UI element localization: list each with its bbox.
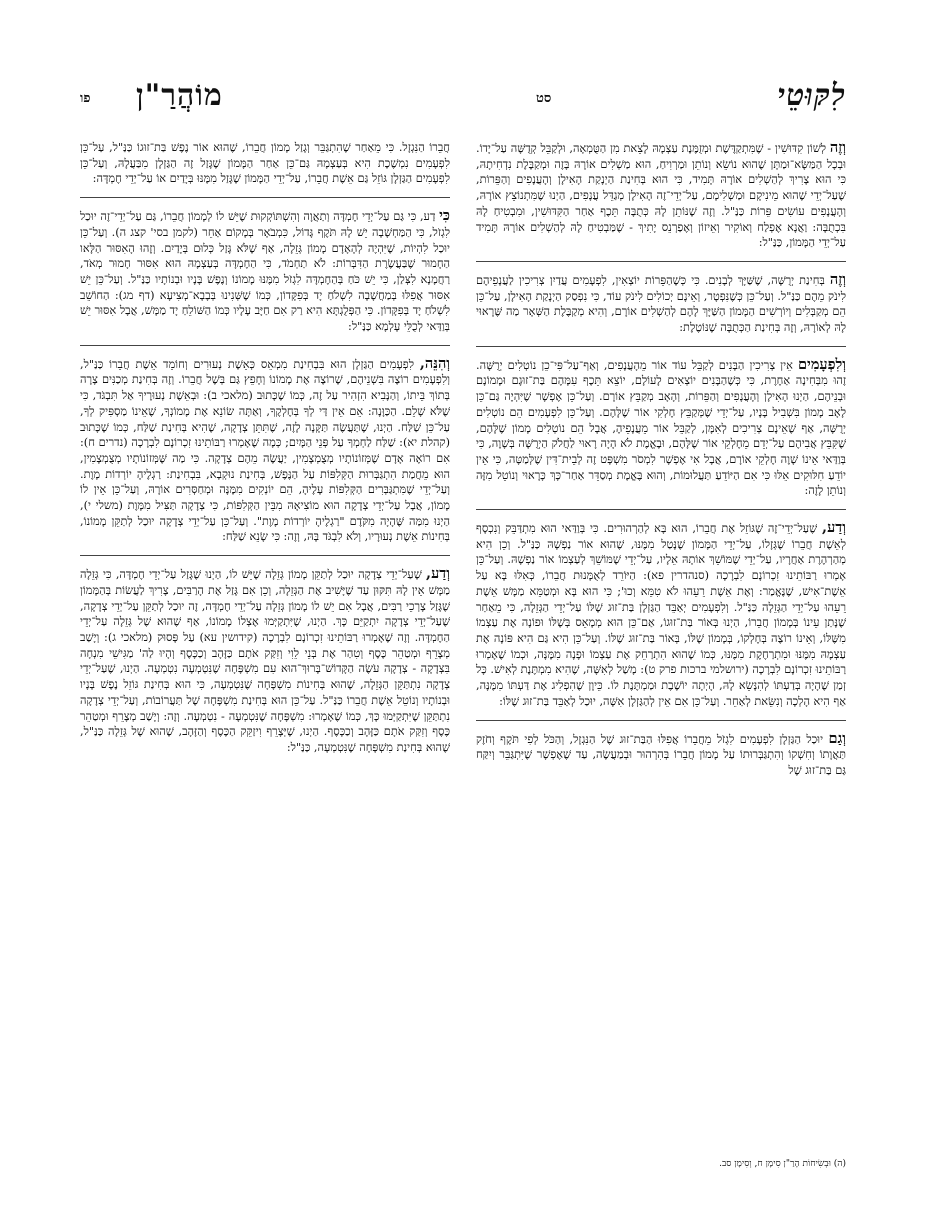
paragraph-text: יוּכַל הַגַּזְלָן לִפְעָמִים לִגְזֹל מֵחֲבֵרוֹ אֲפִלּוּ הַבַּת־זוּג שֶׁל הַנִּגְזָל, וְהַכֹּל לְפִי תֹּקֶף וְחֹזֶק תַּאֲוָתוֹ וְחִשְׁקוֹ וְהִתְגַּבְּרוּתוֹ עַל מָמוֹן חֲבֵרוֹ בְּהִרְהוּר וּבְמַעֲשֶׂה, עַד שֶׁאֶפְשָׁר שֶׁיִּתְגַּבֵּר וְיִקַּח גַּם בַּת־זוּג שֶׁל xyxy=(476,732,846,777)
paragraph xyxy=(80,356,450,545)
paragraph xyxy=(80,140,450,187)
paragraph-opening-word: וְזֶה xyxy=(829,270,846,288)
right-text-column xyxy=(476,140,846,789)
paragraph-opening-word: וְדַע, xyxy=(822,519,846,537)
paragraph-opening-word: וְגַם xyxy=(828,729,846,747)
paragraph-text: חֲבֵרוֹ הַנִּגְזָל. כִּי מֵאַחַר שֶׁהִתְגַּבֵּר וְגָזַל מָמוֹן חֲבֵרוֹ, שֶׁהוּא אוֹר נֶפֶשׁ בַּת־זוּגוֹ כַּנַּ"ל, עַל־כֵּן לִפְעָמִים נִמְשֶׁכֶת הִיא בְּעַצְמָהּ גַּם־כֵּן אַחַר הַמָּמוֹן שֶׁגָּזַל זֶה הַגַּזְלָן מִבַּעֲלָהּ, וְעַל־כֵּן לִפְעָמִים הַגַּזְלָן גּוֹזֵל גַּם אֵשֶׁת חֲבֵרוֹ, עַל־יְדֵי הַמָּמוֹן שֶׁגָּזַל מִמֶּנּוּ בְּיָדַיִם אוֹ עַל־יְדֵי חֶמְדָּה: xyxy=(80,141,450,186)
leaf-marker: סט xyxy=(536,91,552,106)
paragraph-divider xyxy=(80,345,450,346)
paragraph xyxy=(80,208,450,335)
paragraph xyxy=(476,272,846,336)
paragraph-text: שֶׁעַל־יְדֵי צְדָקָה יוּכַל לְתַקֵּן מָמוֹן גְּזֵלָה שֶׁיֵּשׁ לוֹ, הַיְנוּ שֶׁגָּזַל עַל־יְדֵי חֶמְדָּה, כִּי גְּזֵלָה מַמָּשׁ אֵין לָהּ תִּקּוּן עַד שֶׁיָּשִׁיב אֶת הַגְּזֵלָה, וְכֵן אִם גָּזַל אֶת הָרַבִּים, צָרִיךְ לַעֲשׂוֹת בְּהַמָּמוֹן שֶׁגָּזַל צָרְכֵי רַבִּים, אֲבָל אִם יֵשׁ לוֹ מָמוֹן גְּזֵלָה עַל־יְדֵי חֶמְדָּה, זֶה יוּכַל לְתַקֵּן עַל־יְדֵי צְדָקָה, שֶׁעַל־יְדֵי צְדָקָה יִתְקַיֵּם כָּךְ. הַיְנוּ, שֶׁיִּתְקַיְּמוּ אֶצְלוֹ מָמוֹנוֹ, אַף שֶׁהוּא שֶׁל גְּזֵלָה עַל־יְדֵי הַחֶמְדָּה. וְזֶה שֶׁאָמְרוּ רַבּוֹתֵינוּ זִכְרוֹנָם לִבְרָכָה (קידושין עא) עַל פָּסוּק (מלאכי ג): וְיָשַׁב מְצָרֵף וּמְטַהֵר כֶּסֶף וְטִהַר אֶת בְּנֵי לֵוִי וְזִקַּק אֹתָם כַּזָּהָב וְכַכָּסֶף וְהָיוּ לַה' מַגִּישֵׁי מִנְחָה בִּצְדָקָה - צְדָקָה עֹשֶׂה הַקָּדוֹשׁ־בָּרוּךְ־הוּא עִם מִשְׁפָּחָה שֶׁנִּטְמְעָה נִטְמְעָה. הַיְנוּ, שֶׁעַל־יְדֵי צְדָקָה נִתְתַּקֵּן הַגְּזֵלָה, שֶׁהוּא בְּחִינוֹת מִשְׁפָּחָה שֶׁנִּטְמְעָה, כִּי הוּא בְּחִינַת גּוֹזֵל נֶפֶשׁ בָּנָיו וּבְנוֹתָיו וְנוֹטֵל אֵשֶׁת חֲבֵרוֹ כַּנַּ"ל. עַל־כֵּן הוּא בְּחִינַת מִשְׁפָּחָה שֶׁל תַּעֲרוֹבוֹת, וְעַל־יְדֵי צְדָקָה נִתְתַּקֵּן שֶׁיִּתְקַיְּמוּ כָּךְ, כְּמוֹ שֶׁאָמְרוּ: מִשְׁפָּחָה שֶׁנִּטְמְעָה - נִטְמְעָה. וְזֶה: וְיָשַׁב מְצָרֵף וּמְטַהֵר כֶּסֶף וְזִקַּק אֹתָם כַּזָּהָב וְכַכָּסֶף. הַיְנוּ, שֶׁיְּצָרֵף וִיזַקֵּק הַכֶּסֶף וְהַזָּהָב, שֶׁהוּא שֶׁל גְּזֵלָה כַּנַּ"ל, שֶׁהוּא בְּחִינַת מִשְׁפָּחָה שֶׁנִּטְמְעָה, כַּנַּ"ל: xyxy=(80,568,450,754)
paragraph-text: לִפְעָמִים הַגַּזְלָן הוּא בִּבְחִינַת מִמְאֵס כְּאֵשֶׁת נְעוּרִים וְחוֹמֵד אֵשֶׁת חֲבֵרוֹ כַּנַּ"ל, וְלִפְעָמִים רוֹצֶה בִּשְׁנֵיהֶם, שֶׁרוֹצֶה אֶת מָמוֹנוֹ וְחָפֵץ גַּם בְּשֶׁל חֲבֵרוֹ. וְזֶה בְּחִינַת מְכַנִּים צָרָה בְּתוֹךְ בֵּיתוֹ, וְהַנָּבִיא הִזְהִיר עַל זֶה, כְּמוֹ שֶׁכָּתוּב (מלאכי ב): וּבְאֵשֶׁת נְעוּרֶיךָ אַל תִּבְגֹּד, כִּי שֶׁלֹּא שָׁלֵם. הַכַּוָּנָה: אֵם אֵין דַּי לְךָ בְּחֶלְקֶךָ, וְאַתָּה שׂוֹנֵא אֶת מָמוֹנְךָ, שֶׁאֵינוֹ מַסְפִּיק לְךָ, עַל־כֵּן שַׁלַּח. הַיְנוּ, שֶׁתַּעֲשֶׂה תַּקָּנָה לָזֶה, שֶׁתִּתֵּן צְדָקָה, שֶׁהִיא בְּחִינַת שַׁלַּח, כְּמוֹ שֶׁכָּתוּב (קהלת יא): שַׁלַּח לַחְמְךָ עַל פְּנֵי הַמָּיִם; כְּמָה שֶׁאָמְרוּ רַבּוֹתֵינוּ זִכְרוֹנָם לִבְרָכָה (נדרים ח): אִם רוֹאֶה אָדָם שֶׁמְּזוֹנוֹתָיו מְצֻמְצָמִין, יַעֲשֶׂה מֵהֶם צְדָקָה. כִּי מַה שֶּׁמְּזוֹנוֹתָיו מְצֻמְצָמִין, הוּא מֵחֲמַת הִתְגַּבְּרוּת הַקְּלִפּוֹת עַל הַנֶּפֶשׁ, בְּחִינַת נוּקְבָא, בִּבְחִינַת: רַגְלֶיהָ יוֹרְדוֹת מָוֶת. וְעַל־יְדֵי שֶׁמִּתְגַּבְּרִים הַקְּלִפּוֹת עָלֶיהָ, הֵם יוֹנְקִים מִמֶּנָּה וּמְחַסְּרִים אוֹרָהּ, וְעַל־כֵּן אֵין לוֹ מָמוֹן, אֲבָל עַל־יְדֵי צְדָקָה הוּא מוֹצִיאָהּ מִבֵּין הַקְּלִפּוֹת, כִּי צְדָקָה תַּצִּיל מִמָּוֶת (משלי י), הַיְנוּ מִמַּה שֶּׁהָיָה מִקֹּדֶם "רַגְלֶיהָ יוֹרְדוֹת מָוֶת". וְעַל־כֵּן עַל־יְדֵי צְדָקָה יוּכַל לְתַקֵּן מָמוֹנוֹ, בְּחִינוֹת אֵשֶׁת נְעוּרָיו, וְלֹא לִבְגֹּד בָּהּ, וְזֶה: כִּי שָׂנֵא שַׁלַּח: xyxy=(80,357,450,544)
paragraph xyxy=(476,140,846,251)
paragraph-divider xyxy=(476,509,846,510)
page-header xyxy=(80,78,846,118)
paragraph-divider xyxy=(476,261,846,262)
book-title-likutei: לִקּוּטֵי xyxy=(777,78,846,113)
book-title-moharan: מוֹהֲרַ"ן xyxy=(136,78,223,113)
paragraph-text: שֶׁעַל־יְדֵי־זֶה שֶׁגּוֹזֵל אֶת חֲבֵרוֹ, הוּא בָּא לְהַרְהוּרִים. כִּי בְּוַדַּאי הוּא מִתְדַּבֵּק וְנִכְסָף לְאֵשֶׁת חֲבֵרוֹ שֶׁגְּזָלוֹ, עַל־יְדֵי הַמָּמוֹן שֶׁנָּטַל מִמֶּנּוּ, שֶׁהוּא אוֹר נַפְשָׁהּ כַּנַּ"ל. וְכֵן הִיא מְהַרְהֶרֶת אַחֲרָיו, עַל־יְדֵי שֶׁמּוֹשֵׁךְ אוֹתָהּ אֵלָיו, עַל־יְדֵי שֶׁמּוֹשֵׁךְ לְעַצְמוֹ אוֹר נַפְשָׁהּ. וְעַל־כֵּן אָמְרוּ רַבּוֹתֵינוּ זִכְרוֹנָם לִבְרָכָה (סנהדרין פא): הַיּוֹרֵד לְאֻמָּנוּת חֲבֵרוֹ, כְּאִלּוּ בָּא עַל אֵשֶׁת־אִישׁ, שֶׁנֶּאֱמַר: וְאֶת אֵשֶׁת רֵעֵהוּ לֹא טִמֵּא וְכוּ'; כִּי הוּא בָּא וּמְטַמֵּא מַמָּשׁ אֵשֶׁת רֵעֵהוּ עַל־יְדֵי הַגְּזֵלָה כַּנַּ"ל. וְלִפְעָמִים יְאַבֵּד הַגַּזְלָן בַּת־זוּג שֶׁלּוֹ עַל־יְדֵי הַגְּזֵלָה, כִּי מֵאַחַר שֶׁנָּתַן עֵינוֹ בְּמָמוֹן חֲבֵרוֹ, הַיְנוּ בְּאוֹר בַּת־זוּגוֹ, אַם־כֵּן הוּא מְמָאֵס בְּשֶׁלּוֹ וּפוֹנָה אֶת עַצְמוֹ מִשֶּׁלּוֹ, וְאֵינוֹ רוֹצֶה בְּחֶלְקוֹ, בְּמָמוֹן שֶׁלּוֹ, בְּאוֹר בַּת־זוּג שֶׁלּוֹ. וְעַל־כֵּן הִיא גַּם הִיא פּוֹנָה אֶת עַצְמָהּ מִמֶּנּוּ וּמִתְרַחֶקֶת מִמֶּנּוּ, כְּמוֹ שֶׁהוּא הִתְרַחֵק אֶת עַצְמוֹ וּפָנָה מִמֶּנָּה, וּכְמוֹ שֶׁאָמְרוּ רַבּוֹתֵינוּ זִכְרוֹנָם לִבְרָכָה (ירושלמי ברכות פרק ט): מָשַׁל לְאִשָּׁה, שֶׁהִיא מִמְתֶּנֶת לְאִישׁ. כָּל זְמַן שֶׁהָיָה בְּדַעְתּוֹ לְהִנָּשֵׂא לָהּ, הָיְתָה יוֹשֶׁבֶת וּמַמְתֶּנֶת לוֹ. כֵּיוָן שֶׁהִפְלִיג אֶת דַּעְתּוֹ מִמֶּנָּה, אַף הִיא הָלְכָה וְנִשֵּׂאת לְאַחֵר. וְעַל־כֵּן אִם אֵין לְהַגַּזְלָן אִשָּׁה, יוּכַל לְאַבֵּד בַּת־זוּג שֶׁלּוֹ: xyxy=(476,522,846,708)
page-number: פו xyxy=(80,91,91,106)
paragraph-text: לְשׁוֹן קִדּוּשִׁין - שֶׁמִּתְקַדֶּשֶׁת וּמְזֻמֶּנֶת עַצְמָהּ לָצֵאת מִן הַטֻּמְאָה, וּלְקַבֵּל קְדֻשָּׁה עַל־יָדוֹ. וּבְכָל הַמַּשָּׂא־וּמַתָּן שֶׁהוּא נוֹשֵׂא וְנוֹתֵן וּמַרְוִיחַ, הוּא מַשְׁלִים אוֹרָהּ בָּזֶה וּמְקַבֶּלֶת נִדְחִיתָהּ, כִּי הוּא צָרִיךְ לְהַשְׁלִים אוֹרָהּ תָּמִיד, כִּי הוּא בְּחִינַת הַיְנָקַת הָאִילָן וְהָעֲנָפִים וְהַפֵּרוֹת, שֶׁעַל־יְדֵי שֶׁהוּא מֵינִיקָם וּמַשְׁלִימָם, עַל־יְדֵי־זֶה הָאִילָן מְגַדֵּל עֲנָפִים, הַיְנוּ שֶׁמִּתְנוֹצֵץ אוֹרָהּ, וְהָעֲנָפִים עוֹשִׂים פֵּרוֹת כַּנַּ"ל. וְזֶה שֶׁנּוֹתֵן לָהּ כְּתֻבָּה תֵּכֶף אַחַר הַקִּדּוּשִׁין, וּמִבְטִיחַ לָהּ בִּכְתֻבָּה: וַאֲנָא אֶפְלַח וְאוֹקִיר וְאֵיזוֹן וְאֶפַרְנֵס יָתִיךְ - שֶׁמַּבְטִיחַ לָהּ לְהַשְׁלִים אוֹרָהּ תָּמִיד עַל־יְדֵי הַמָּמוֹן, כַּנַּ"ל: xyxy=(476,142,846,250)
paragraph-text: בְּחִינַת יְרֻשָּׁה, שֶׁשַּׁיָּךְ לְבָנִים. כִּי כְּשֶׁהַפֵּרוֹת יוֹצְאִין, לִפְעָמִים עֲדַיִן צְרִיכִין לַעֲנָפֵיהֶם לִינֹק מֵהֶם כַּנַּ"ל. וְעַל־כֵּן כְּשֶׁנִּפְטָר, וְאֵינָם יְכוֹלִים לִינֹק עוֹד, כִּי נִפְסַק הַיְנָקַת הָאִילָן, עַל־כֵּן הֵם מְקַבְּלִים וְיוֹרְשִׁים הַמָּמוֹן הַשַּׁיָּךְ לָהֶם לְהַשְׁלִים אוֹרָם, וְהִיא מְקַבֶּלֶת הַשְּׁאָר מַה שֶּׁרָאוּי לָהּ לְאוֹרָהּ, וְזֶה בְּחִינַת הַכְּתֻבָּה שֶׁנּוֹטֶלֶת: xyxy=(476,273,846,335)
paragraph xyxy=(476,731,846,779)
paragraph xyxy=(476,520,846,709)
paragraph-opening-word: וְלִפְעָמִים xyxy=(797,355,846,373)
paragraph-opening-word: וְזֶה xyxy=(829,139,846,156)
paragraph-opening-word: כִּי xyxy=(439,207,450,225)
paragraph xyxy=(80,566,450,755)
paragraph-divider xyxy=(476,346,846,347)
paragraph-text: אֵין צְרִיכִין הַבָּנִים לְקַבֵּל עוֹד אוֹר מֵהָעֲנָפִים, וְאַף־עַל־פִּי־כֵן נוֹטְלִים יְרֻשָּׁה. זֶהוּ מִבְּחִינָה אַחֶרֶת, כִּי כְּשֶׁהַבָּנִים יוֹצְאִים לָעוֹלָם, יוֹצֵא תֵּכֶף עִמָּהֶם בַּת־זוּגָם וּמָמוֹנָם וּבְנֵיהֶם, הַיְנוּ הָאִילָן וְהָעֲנָפִים וְהַפֵּרוֹת, וְהָאָב מְקַבֵּץ אוֹרָם. וְעַל־כֵּן אֶפְשָׁר שֶׁיִּהְיֶה גַּם־כֵּן לָאָב מָמוֹן בִּשְׁבִיל בָּנָיו, עַל־יְדֵי שֶׁמְּקַבֵּץ חֶלְקִי אוֹר שֶׁלָּהֶם. וְעַל־כֵּן לִפְעָמִים הֵם נוֹטְלִים יְרֻשָּׁה, אַף שֶׁאֵינָם צְרִיכִים לְאִמָּן, לְקַבֵּל אוֹר מֵעֲנָפֵיהֶ, אֲבָל הֵם נוֹטְלִים מָמוֹן שֶׁלָּהֶם, שֶׁקִּבֵּץ אֲבִיהֶם עַל־יְדֵם מֵחֶלְקֵי אוֹר שֶׁלָּהֶם, וּבֶאֱמֶת לֹא הָיָה רָאוּי לַחֲלֹק הַיְרֻשָּׁה בְּשָׁוֶה, כִּי בְּוַדַּאי אֵינוֹ שָׁוֶה חֶלְקֵי אוֹרָם, אֲבָל אִי אֶפְשָׁר לִמְסֹר מִשְׁפָּט זֶה לְבֵית־דִּין שֶׁלְּמַטָּה, כִּי אֵין יוֹדֵעַ חִלּוּקִים אֵלּוּ כִּי אִם הַיּוֹדֵעַ תַּעֲלוּמוֹת, וְהוּא בֶּאֱמֶת מְסַדֵּר אַחַר־כָּךְ כָּרָאוּי וְנוֹטֵל מִזֶּה וְנוֹתֵן לָזֶה: xyxy=(476,358,846,498)
paragraph-divider xyxy=(476,720,846,721)
footnote: (ה) וּבְשִׂיחוֹת הָרַ"ן סִימָן ח, וְסִימָן סב. xyxy=(719,1159,846,1169)
paragraph-divider xyxy=(80,555,450,556)
paragraph-opening-word: וְדַע, xyxy=(426,565,450,583)
paragraph-divider xyxy=(80,197,450,198)
paragraph xyxy=(476,357,846,499)
paragraph-text: דַע, כִּי גַּם עַל־יְדֵי חֶמְדָּה וְתַאֲוָה וְהִשְׁתּוֹקְקוּת שֶׁיֵּשׁ לוֹ לְמָמוֹן חֲבֵרוֹ, גַּם עַל־יְדֵי־זֶה יוּכַל לִגְזֹל, כִּי הַמַּחְשָׁבָה יֵשׁ לָהּ תֹּקֶף גָּדוֹל, כִּמְבֹאָר בְּמָקוֹם אַחֵר (לקמן בסי' קצג ה). וְעַל־כֵּן יוּכַל לִהְיוֹת, שֶׁיִּהְיֶה לְהָאָדָם מָמוֹן גְּזֵלָה, אַף שֶׁלֹּא גָּזַל כְּלוּם בְּיָדַיִם. וְזֶהוּ הָאִסּוּר הַלָּאו הַחָמוּר שֶׁבַּעֲשֶׂרֶת הַדִּבְּרוֹת: לֹא תַחְמֹד, כִּי הַחֶמְדָּה בְּעַצְמָהּ הוּא אִסּוּר חָמוּר מְאֹד, רַחֲמָנָא לִצְּלַן, כִּי יֵשׁ כֹּחַ בְּהַחֶמְדָּה לִגְזֹל מִמֶּנּוּ מָמוֹנוֹ וְנֶפֶשׁ בָּנָיו וּבְנוֹתָיו כַּנַּ"ל. וְעַל־כֵּן יֵשׁ אִסּוּר אֲפִלּוּ בְּמַחֲשָׁבָה לִשְׁלֹחַ יָד בְּפִקָּדוֹן, כְּמוֹ שֶׁשְּׁנִינוּ בְּבָבָא־מְצִיעָא (דף מג): הַחוֹשֵׁב לִשְׁלֹחַ יָד בְּפִקָּדוֹן. כִּי הַפְּלֻגְתָּא הִיא רַק אִם חַיָּב עָלָיו כְּמוֹ הַשּׁוֹלֵחַ יָד מַמָּשׁ, אֲבָל אִסּוּר יֵשׁ בְּוַדַּאי לְכֻלֵּי עָלְמָא כַּנַּ"ל: xyxy=(80,210,450,334)
paragraph-opening-word: וְהִנֵּה, xyxy=(419,354,450,372)
left-text-column xyxy=(80,140,450,766)
